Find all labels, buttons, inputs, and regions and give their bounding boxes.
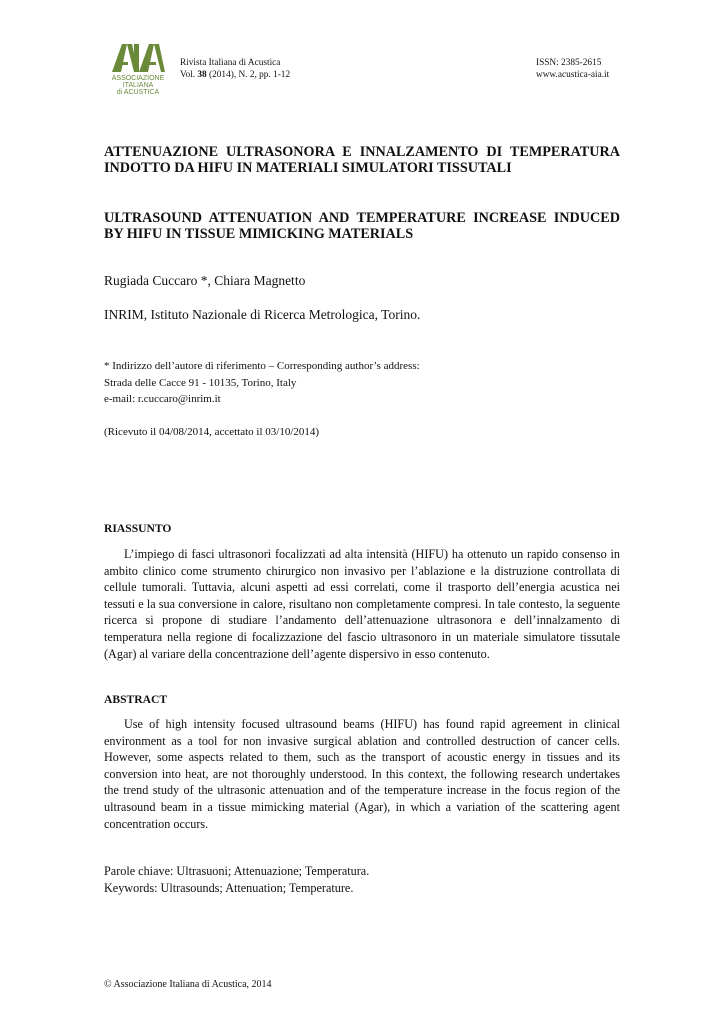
logo-text-2: ITALIANA [122, 82, 154, 89]
corresponding-address [104, 358, 420, 408]
abstract-text: Use of high intensity focused ultrasound beams (HIFU) has found rapid agreement in clinical environment as a tool for non invasive surgical ablation and controlled destruction of cancer cells. However, some aspects related to them, such as the transport of acoustic energy in tissues and its conversion into heat, are not thoroughly understood. In this context, the following research undertakes the trend study of the ultrasonic attenuation and of the temperature increase in the focus region of the ultrasound beam in a tissue mimicking material (Agar), in which a variation of the scattering agent concentration occurs. [104, 717, 620, 831]
affiliation: INRIM, Istituto Nazionale di Ricerca Metrologica, Torino. [104, 307, 421, 322]
keywords-italian: Parole chiave: Ultrasuoni; Attenuazione; Temperatura. [104, 864, 370, 878]
logo-text-1: ASSOCIAZIONE [111, 75, 165, 82]
logo-text-3: di ACUSTICA [116, 89, 160, 96]
journal-header-left [180, 57, 290, 81]
corresponding-label: * Indirizzo dell’autore di riferimento – Corresponding author’s address: [104, 360, 420, 372]
abstract-heading: ABSTRACT [104, 693, 168, 706]
received-dates: (Ricevuto il 04/08/2014, accettato il 03/10/2014) [104, 426, 320, 438]
issn: ISSN: 2385-2615 [536, 58, 602, 68]
journal-volume: Vol. 38 (2014), N. 2, pp. 1-12 [180, 70, 291, 80]
aia-logo [108, 42, 168, 100]
email-link[interactable]: e-mail: r.cuccaro@inrim.it [104, 393, 221, 405]
website-link[interactable]: www.acustica-aia.it [536, 70, 610, 80]
aia-logo-icon [108, 42, 168, 100]
title-english: ULTRASOUND ATTENUATION AND TEMPERATURE INCREASE INDUCED BY HIFU IN TISSUE MIMICKING MATERIALS [104, 210, 620, 242]
copyright-footer: © Associazione Italiana di Acustica, 2014 [104, 979, 272, 990]
title-italian: ATTENUAZIONE ULTRASONORA E INNALZAMENTO DI TEMPERATURA INDOTTO DA HIFU IN MATERIALI SIMULATORI TISSUTALI [104, 144, 620, 176]
keywords-english: Keywords: Ultrasounds; Attenuation; Temperature. [104, 881, 354, 895]
journal-name: Rivista Italiana di Acustica [180, 58, 281, 68]
riassunto-text: L’impiego di fasci ultrasonori focalizzati ad alta intensità (HIFU) ha ottenuto un rapido consenso in ambito clinico come strumento chirurgico non invasivo per l’ablazione e la distruzione controllata di cellule tumorali. Tuttavia, alcuni aspetti ad essi correlati, come il trasporto dell’energia acustica nei tessuti e la sua conversione in calore, risultano non completamente compresi. In tale contesto, la seguente ricerca si propone di studiare l’andamento dell’attenuazione ultrasonora e dell’innalzamento di temperatura nella regione di focalizzazione del fascio ultrasonoro in un materiale simulatore tissutale (Agar) al variare della concentrazione dell’agente dispersivo in esso contenuto. [104, 547, 620, 661]
street-address: Strada delle Cacce 91 - 10135, Torino, Italy [104, 376, 297, 389]
journal-header-right [536, 57, 609, 81]
riassunto-heading: RIASSUNTO [104, 522, 172, 535]
authors: Rugiada Cuccaro *, Chiara Magnetto [104, 273, 306, 288]
